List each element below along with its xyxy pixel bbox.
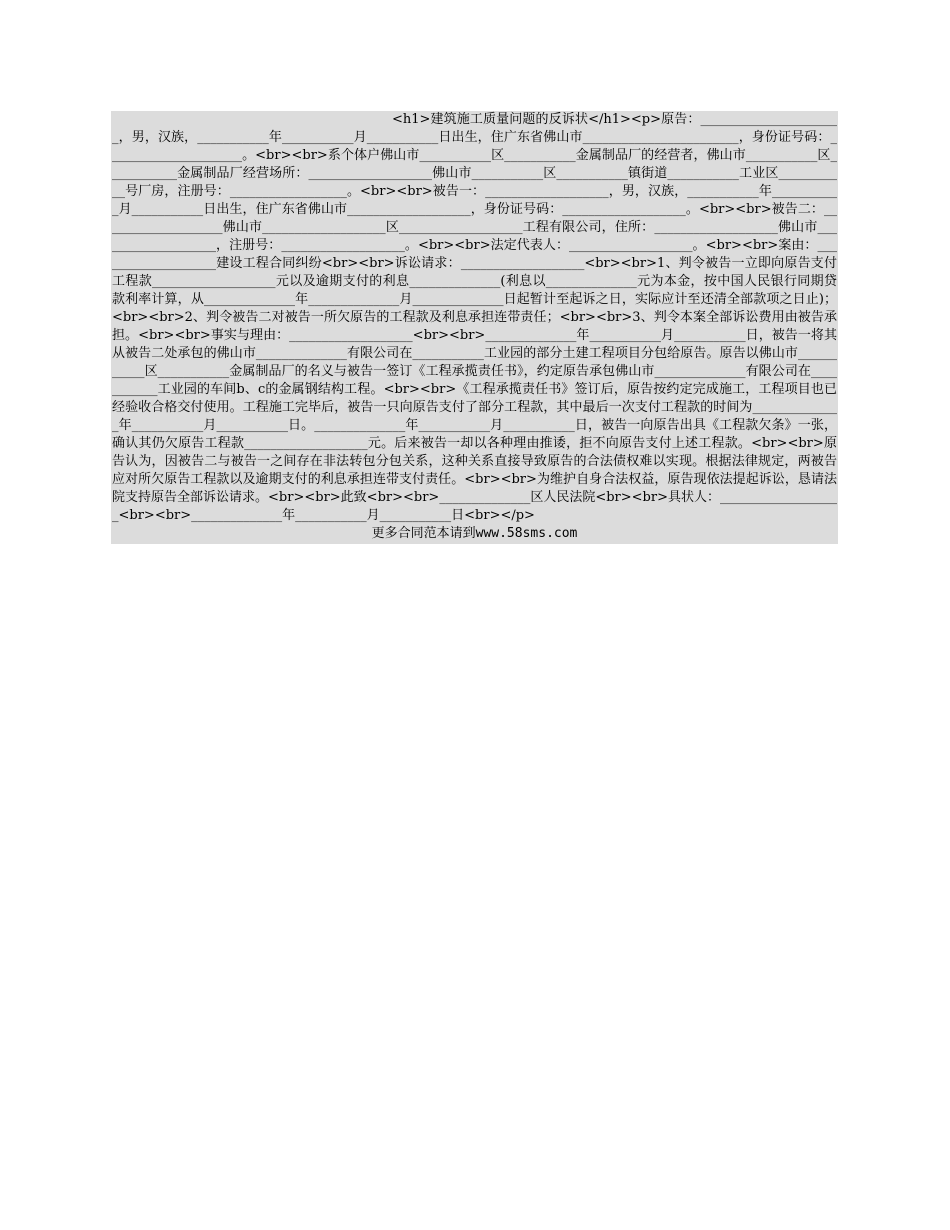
document-panel bbox=[111, 111, 838, 544]
footer-prefix: 更多合同范本请到 bbox=[371, 526, 476, 541]
complaint-body-text: <h1>建筑施工质量问题的反诉状</h1><p>原告：______________________，男，汉族，___________年___________月___________日出生，住广东省佛山市________________________，身份证号码：_____________________。<br><br>系个体户佛山市___________区___________金属制品厂的经营者，佛山市___________区___________金属制品厂经营场所：___________________佛山市___________区___________镇街道___________工业区___________号厂房，注册号：__________________。<br><br>被告一：___________________，男，汉族，___________年___________月___________日出生，住广东省佛山市___________________，身份证号码：___________________。<br><br>被告二：___________________佛山市___________________区___________________工程有限公司，住所：___________________佛山市___________________，注册号：___________________。<br><br>法定代表人：___________________。<br><br>案由：___________________建设工程合同纠纷<br><br>诉讼请求：___________________<br><br>1、判令被告一立即向原告支付工程款___________________元以及逾期支付的利息______________(利息以______________元为本金，按中国人民银行同期贷款利率计算，从______________年______________月______________日起暂计至起诉之日，实际应计至还清全部款项之日止)；<br><br>2、判令被告二对被告一所欠原告的工程款及利息承担连带责任；<br><br>3、判令本案全部诉讼费用由被告承担。<br><br>事实与理由：___________________<br><br>______________年___________月___________日，被告一将其从被告二处承包的佛山市______________有限公司在___________工业园的部分土建工程项目分包给原告。原告以佛山市___________区___________金属制品厂的名义与被告一签订《工程承揽责任书》，约定原告承包佛山市______________有限公司在___________工业园的车间b、c的金属钢结构工程。<br><br>《工程承揽责任书》签订后，原告按约定完成施工，工程项目也已经验收合格交付使用。工程施工完毕后，被告一只向原告支付了部分工程款，其中最后一次支付工程款的时间为______________年___________月___________日。______________年___________月___________日，被告一向原告出具《工程款欠条》一张，确认其仍欠原告工程款___________________元。后来被告一却以各种理由推诿，拒不向原告支付上述工程款。<br><br>原告认为，因被告二与被告一之间存在非法转包分包关系，这种关系直接导致原告的合法债权难以实现。根据法律规定，两被告应对所欠原告工程款以及逾期支付的利息承担连带支付责任。<br><br>为维护自身合法权益，原告现依法提起诉讼，恳请法院支持原告全部诉讼请求。<br><br>此致<br><br>______________区人民法院<br><br>具状人：___________________<br><br>______________年___________月___________日<br></p> bbox=[112, 112, 837, 523]
footer-url-link[interactable]: www.58sms.com bbox=[475, 526, 578, 541]
footer-line bbox=[111, 525, 838, 544]
